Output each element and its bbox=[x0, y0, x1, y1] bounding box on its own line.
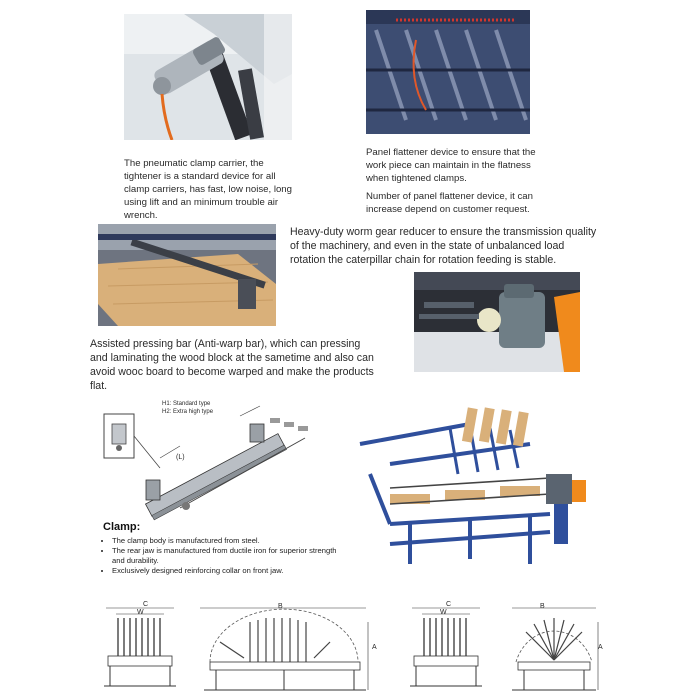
clamp-bullet-1: • The clamp body is manufactured from steel. bbox=[112, 536, 348, 546]
dim-label-w-1: W bbox=[137, 609, 144, 616]
dim-label-b-2: B bbox=[540, 603, 545, 610]
clamp-length-label: (L) bbox=[176, 454, 185, 461]
dimension-side-view-1 bbox=[190, 602, 374, 694]
dim-label-c-1: C bbox=[143, 601, 149, 608]
clamp-bullet-list bbox=[104, 536, 348, 576]
clamp-bullet-3: • Exclusively designed reinforcing collar on front jaw. bbox=[112, 566, 348, 576]
clamp-carrier-photo bbox=[124, 14, 292, 140]
clamp-title: Clamp: bbox=[103, 521, 141, 533]
dim-label-a-1: A bbox=[372, 644, 377, 651]
worm-gear-caption: Heavy-duty worm gear reducer to ensure the transmission quality of the machinery, and even in the state of unbalanced load rotation the caterpillar chain for rotation feeding is stable. bbox=[290, 226, 597, 266]
worm-gear-photo bbox=[414, 272, 580, 372]
dim-label-w-2: W bbox=[440, 609, 447, 616]
clamp-h1-label: H1: Standard type bbox=[162, 401, 211, 407]
dim-label-a-2: A bbox=[598, 644, 603, 651]
clamp-machine-photo bbox=[350, 404, 590, 576]
panel-flattener-count-caption: Number of panel flattener device, it can increase depend on customer request. bbox=[366, 191, 533, 215]
clamp-h2-label: H2: Extra high type bbox=[162, 409, 214, 415]
panel-flattener-caption: Panel flattener device to ensure that the work piece can maintain in the flatness when tightened clamps. bbox=[366, 147, 536, 184]
clamp-bullet-2: • The rear jaw is manufactured from ductile iron for superior strength and durability. bbox=[112, 546, 348, 566]
clamp-drawing bbox=[100, 398, 332, 528]
clamp-carrier-caption: The pneumatic clamp carrier, the tightener is a standard device for all clamp carriers, has fast, low noise, long using lift and an minimum trouble air wrench. bbox=[124, 158, 292, 221]
dim-label-b-1: B bbox=[278, 603, 283, 610]
dim-label-c-2: C bbox=[446, 601, 452, 608]
panel-flattener-photo bbox=[366, 10, 530, 134]
pressing-bar-photo bbox=[98, 224, 276, 326]
dimension-side-view-2 bbox=[506, 602, 602, 694]
pressing-bar-caption: Assisted pressing bar (Anti-warp bar), which can pressing and laminating the wood block at the sametime and also can avoid wooc board to become warped and make the products flat. bbox=[90, 338, 374, 392]
